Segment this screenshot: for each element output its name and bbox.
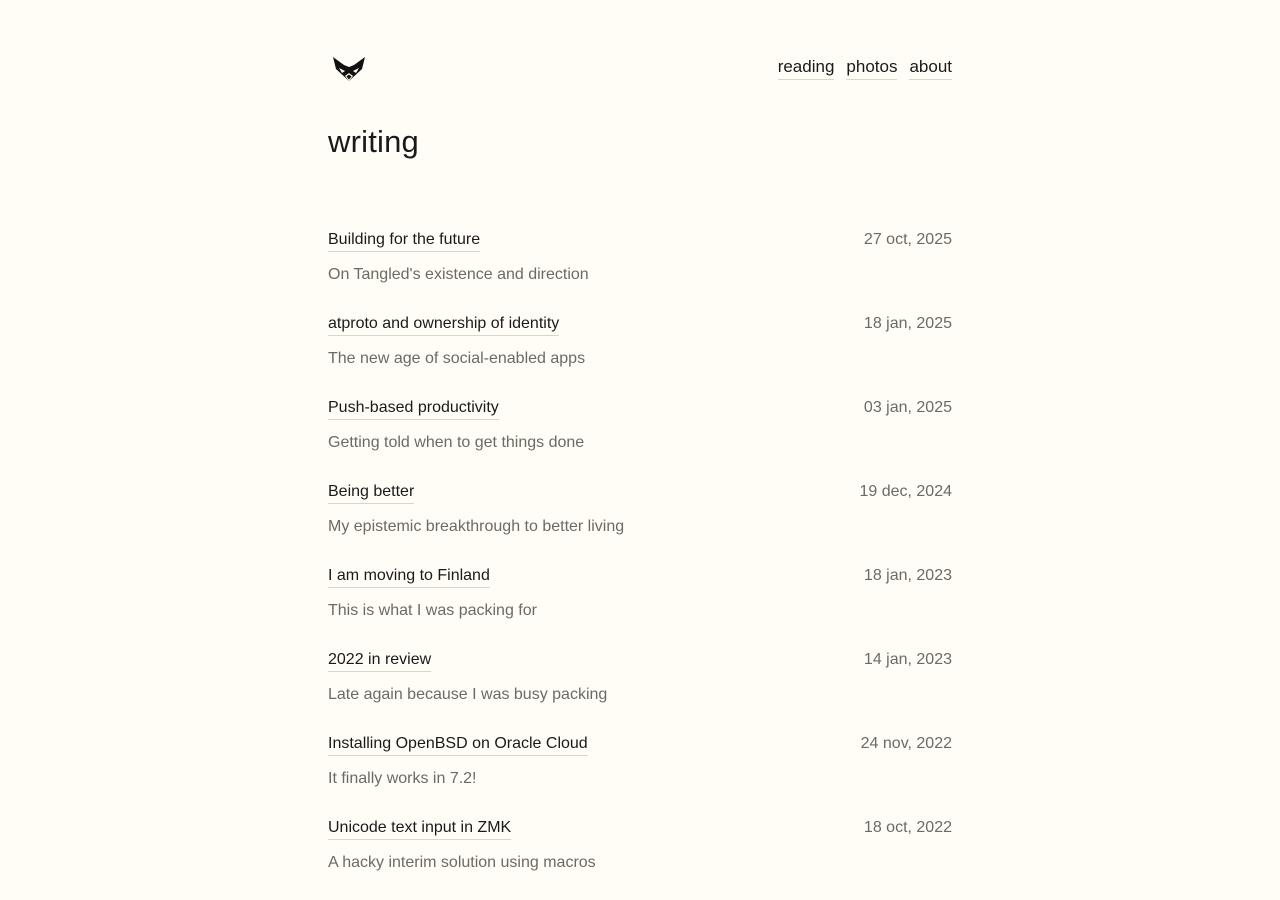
- post-description: The new age of social-enabled apps: [328, 350, 586, 367]
- post-description: Getting told when to get things done: [328, 434, 585, 451]
- post-title-link[interactable]: atproto and ownership of identity: [328, 313, 559, 336]
- nav-reading[interactable]: reading: [778, 57, 835, 80]
- post-item: [328, 313, 952, 397]
- post-item: [328, 565, 952, 649]
- post-description: Late again because I was busy packing: [328, 686, 608, 703]
- post-description: This is what I was packing for: [328, 602, 537, 619]
- post-description: It finally works in 7.2!: [328, 770, 477, 787]
- post-date: 27 oct, 2025: [863, 231, 952, 248]
- nav-photos[interactable]: photos: [846, 57, 897, 80]
- nav-about[interactable]: about: [909, 57, 952, 80]
- post-title-link[interactable]: 2022 in review: [328, 649, 431, 672]
- post-date: 18 jan, 2025: [863, 315, 952, 332]
- post-title-link[interactable]: Push-based productivity: [328, 397, 499, 420]
- post-item: [328, 649, 952, 733]
- post-description: A hacky interim solution using macros: [328, 854, 596, 871]
- fox-logo-icon[interactable]: [330, 55, 368, 83]
- post-list: [328, 229, 952, 900]
- post-title-link[interactable]: Building for the future: [328, 229, 480, 252]
- main-nav: [778, 57, 952, 80]
- post-title-link[interactable]: Installing OpenBSD on Oracle Cloud: [328, 733, 588, 756]
- post-item: [328, 397, 952, 481]
- post-title-link[interactable]: I am moving to Finland: [328, 565, 490, 588]
- post-item: [328, 481, 952, 565]
- post-item: [328, 817, 952, 900]
- post-item: [328, 229, 952, 313]
- post-item: [328, 733, 952, 817]
- post-description: On Tangled's existence and direction: [328, 266, 589, 283]
- page-title: writing: [328, 124, 419, 159]
- site-header: [328, 0, 952, 100]
- post-title-link[interactable]: Unicode text input in ZMK: [328, 817, 511, 840]
- post-date: 03 jan, 2025: [863, 399, 952, 416]
- post-date: 18 jan, 2023: [863, 567, 952, 584]
- post-date: 24 nov, 2022: [860, 735, 952, 752]
- post-title-link[interactable]: Being better: [328, 481, 414, 504]
- post-date: 14 jan, 2023: [863, 651, 952, 668]
- page: [328, 0, 952, 871]
- post-date: 18 oct, 2022: [863, 819, 952, 836]
- post-date: 19 dec, 2024: [859, 483, 952, 500]
- post-description: My epistemic breakthrough to better living: [328, 518, 625, 535]
